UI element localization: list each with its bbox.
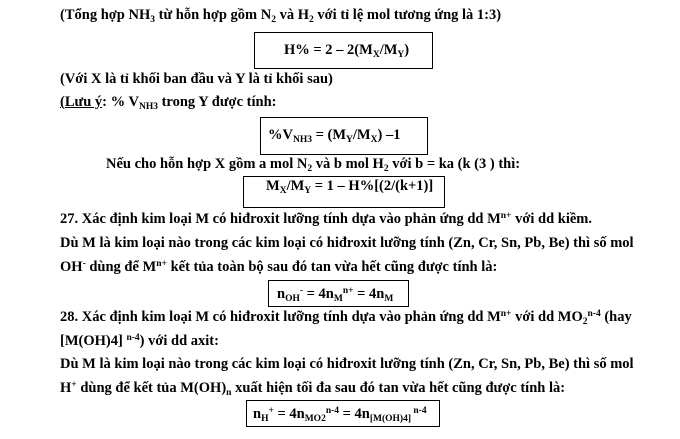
item-28-para2 <box>60 379 565 397</box>
text: %V <box>268 127 293 143</box>
item-28-title <box>60 308 632 326</box>
subscript: [M(OH)4] <box>369 414 412 424</box>
text: và H <box>275 7 310 23</box>
text: Dù M là kim loại nào trong các kim loại có hiđroxit lưỡng tính (Zn, Cr, Sn, Pb, Be) thì số mol <box>60 235 634 251</box>
item-28-para1 <box>60 355 634 373</box>
formula-ratio <box>266 177 433 195</box>
formula-noh <box>277 285 393 303</box>
subscript: NH3 <box>138 102 158 112</box>
intro-line <box>60 6 501 24</box>
text: = 4n <box>339 406 370 422</box>
formula-box-nh <box>246 400 440 427</box>
text: /M <box>352 127 371 143</box>
formula-box-yield <box>254 32 433 69</box>
subscript: X <box>372 50 380 60</box>
item-27-title <box>60 210 592 228</box>
text: = 4n <box>303 286 334 302</box>
text: dùng để M <box>85 259 157 275</box>
item-27-para1 <box>60 234 634 252</box>
text: = 4n <box>273 406 305 422</box>
superscript: n+ <box>500 309 512 319</box>
subscript: Y <box>397 50 405 60</box>
formula-box-noh <box>268 280 409 307</box>
subscript: 2 <box>383 164 389 174</box>
text: = (M <box>311 127 347 143</box>
text: và b mol H <box>312 156 384 172</box>
text: (Với X là tỉ khối ban đầu và Y là tỉ khối sau) <box>60 71 333 87</box>
formula-box-vnh3 <box>260 117 428 155</box>
text: = 4n <box>353 286 385 302</box>
text: với dd kiềm. <box>511 211 593 227</box>
subscript: M <box>384 294 394 304</box>
text: từ hỗn hợp gồm N <box>154 7 272 23</box>
text: [M(OH)4] <box>60 333 127 349</box>
superscript: n-4 <box>325 406 340 416</box>
superscript: n+ <box>500 211 512 221</box>
text: ) –1 <box>377 127 401 143</box>
text: H% = 2 – 2(M <box>284 42 373 58</box>
subscript: 2 <box>582 317 588 327</box>
text: Dù M là kim loại nào trong các kim loại có hiđroxit lưỡng tính (Zn, Cr, Sn, Pb, Be) thì số mol <box>60 356 634 372</box>
text: OH <box>60 259 83 275</box>
subscript: 3 <box>150 15 155 25</box>
text: = 1 – H%[(2/(k+1)] <box>311 178 434 194</box>
subscript: X <box>370 135 378 145</box>
subscript: NH3 <box>292 135 312 145</box>
text: dùng để kết tủa M(OH) <box>76 380 227 396</box>
subscript: 2 <box>309 15 314 25</box>
formula-nh <box>253 405 427 423</box>
text: n <box>253 406 262 422</box>
text: với dd MO <box>511 309 583 325</box>
text: trong Y được tính: <box>157 94 277 110</box>
superscript: n-4 <box>587 309 601 319</box>
text: ) với dd axit: <box>139 333 219 349</box>
formula-vnh3 <box>268 126 400 144</box>
subscript: H <box>261 414 269 424</box>
text: ) <box>404 42 410 58</box>
superscript: - <box>82 259 86 269</box>
subscript: X <box>279 186 287 196</box>
note-label: Lưu ý <box>64 94 103 110</box>
note-xy <box>60 70 333 88</box>
text: với tỉ lệ mol tương ứng là 1:3) <box>313 7 502 23</box>
superscript: n-4 <box>411 406 427 416</box>
text: : % V <box>102 94 139 110</box>
subscript: 2 <box>307 164 313 174</box>
superscript: + <box>71 380 77 390</box>
superscript: n+ <box>342 286 354 296</box>
text: (Tổng hợp NH <box>60 7 151 23</box>
item-28-line2 <box>60 332 219 350</box>
luu-y-line <box>60 93 276 111</box>
superscript: + <box>268 406 274 416</box>
text: xuất hiện tối đa sau đó tan vừa hết cũng được tính là: <box>231 380 566 396</box>
subscript: Y <box>346 135 353 145</box>
item-27-para2 <box>60 258 497 276</box>
subscript: n <box>226 388 232 398</box>
text: /M <box>286 178 305 194</box>
subscript: OH <box>285 294 300 304</box>
text: 27. Xác định kim loại M có hiđroxit lưỡng tính dựa vào phản ứng dd M <box>60 211 501 227</box>
text: Nếu cho hỗn hợp X gồm a mol N <box>106 156 308 172</box>
text: (hay <box>600 309 632 325</box>
subscript: MO2 <box>304 414 326 424</box>
text: M <box>266 178 280 194</box>
text: /M <box>379 42 398 58</box>
text: ( <box>60 94 65 110</box>
text: với b = ka (k (3 ) thì: <box>388 156 521 172</box>
superscript: n+ <box>156 259 167 269</box>
text: kết tủa toàn bộ sau đó tan vừa hết cũng được tính là: <box>166 259 498 275</box>
subscript: 2 <box>271 15 276 25</box>
neu-line <box>106 155 520 173</box>
formula-yield <box>284 41 409 59</box>
superscript: - <box>299 286 304 296</box>
subscript: Y <box>304 186 312 196</box>
superscript: n-4 <box>126 333 140 343</box>
formula-box-ratio <box>243 176 445 208</box>
text: n <box>277 286 286 302</box>
text: H <box>60 380 72 396</box>
text: 28. Xác định kim loại M có hiđroxit lưỡng tính dựa vào phản ứng dd M <box>60 309 501 325</box>
subscript: M <box>333 294 343 304</box>
